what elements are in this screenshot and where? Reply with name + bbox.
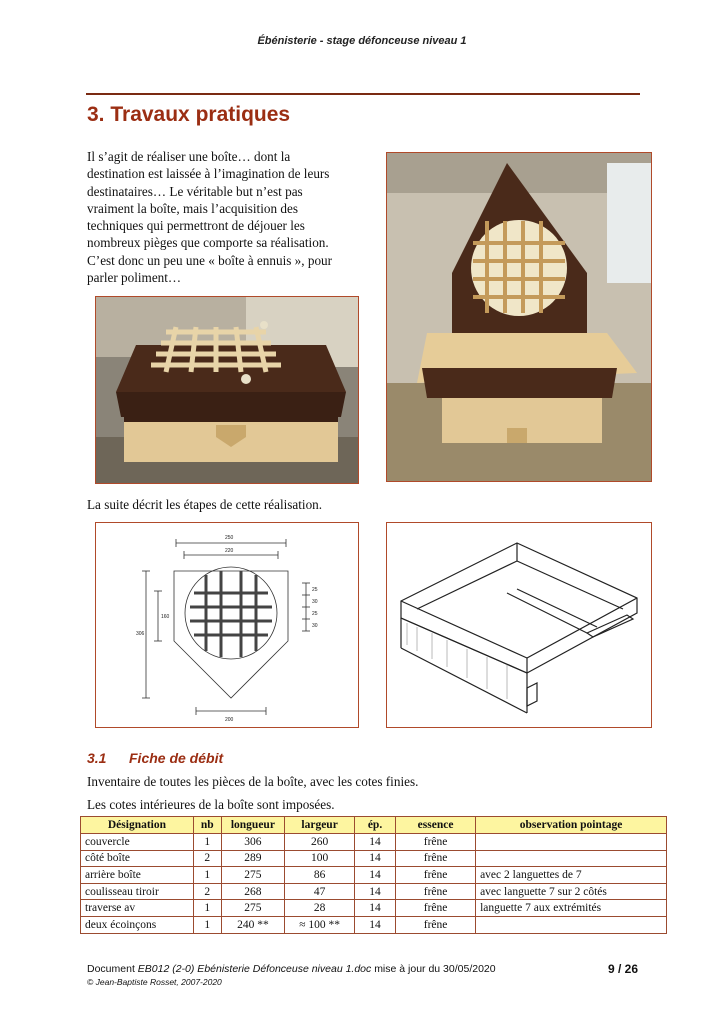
cell-observation (476, 916, 667, 933)
table-row (81, 916, 667, 933)
cell-observation: avec 2 languettes de 7 (476, 867, 667, 884)
cell-observation (476, 850, 667, 867)
cell-observation: avec languette 7 sur 2 côtés (476, 883, 667, 900)
intro-line: Il s’agit de réaliser une boîte… dont la (87, 149, 291, 164)
intro-line: C’est donc un peu une « boîte à ennuis », pour (87, 252, 333, 268)
cell-length: 268 (221, 883, 285, 900)
dim-right: 25 (312, 611, 318, 617)
column-header: largeur (285, 817, 355, 834)
cell-width: 28 (285, 900, 355, 917)
intro-line: parler poliment… (87, 270, 182, 286)
footer-document-info (87, 963, 496, 975)
page-header: Ébénisterie - stage défonceuse niveau 1 (257, 35, 467, 47)
cell-nb: 1 (193, 900, 221, 917)
intro-line: techniques qui permettront de déjouer les (87, 218, 305, 234)
intro-line: destination est laissée à l’imagination de leurs (87, 166, 330, 182)
intro-line: vraiment la boîte, mais l’acquisition des (87, 200, 298, 216)
box-frame-sketch (386, 522, 652, 728)
table-row (81, 883, 667, 900)
photo-closed-box (95, 296, 359, 484)
dimensions-note: Les cotes intérieures de la boîte sont imposées. (87, 797, 335, 812)
section-number: 3.1 (87, 750, 107, 766)
cell-designation: traverse av (81, 900, 194, 917)
table-row (81, 867, 667, 884)
cell-nb: 1 (193, 867, 221, 884)
cell-nb: 1 (193, 916, 221, 933)
table-header-row (81, 817, 667, 834)
dim-left-inner: 160 (161, 614, 170, 620)
cell-width: 260 (285, 834, 355, 851)
footer-update: mise à jour du 30/05/2020 (374, 963, 496, 975)
dim-right: 30 (312, 599, 318, 605)
cell-width: 47 (285, 883, 355, 900)
cell-essence: frêne (396, 900, 476, 917)
cell-essence: frêne (396, 916, 476, 933)
page-title: 3. Travaux pratiques (87, 103, 291, 126)
footer-copyright: © Jean-Baptiste Rosset, 2007-2020 (87, 977, 222, 987)
header-rule (86, 93, 640, 95)
intro-paragraph (87, 148, 377, 286)
cell-thickness: 14 (354, 883, 395, 900)
cutting-list-table (80, 816, 667, 934)
page-number: 9 / 26 (607, 962, 638, 976)
cell-length: 240 ** (221, 916, 285, 933)
cell-designation: arrière boîte (81, 867, 194, 884)
cell-observation: languette 7 aux extrémités (476, 900, 667, 917)
intro-line: destinataires… Le véritable but n’est pas (87, 183, 303, 199)
cell-thickness: 14 (354, 867, 395, 884)
cell-designation: couvercle (81, 834, 194, 851)
column-header: observation pointage (476, 817, 667, 834)
table-row (81, 834, 667, 851)
table-row (81, 900, 667, 917)
cell-designation: côté boîte (81, 850, 194, 867)
dim-top-inner: 220 (225, 548, 234, 554)
photo-open-box (386, 152, 652, 482)
section-title: Fiche de débit (129, 750, 224, 766)
cell-thickness: 14 (354, 834, 395, 851)
cell-nb: 1 (193, 834, 221, 851)
cell-nb: 2 (193, 850, 221, 867)
column-header: longueur (221, 817, 285, 834)
inventory-paragraph: Inventaire de toutes les pièces de la boîte, avec les cotes finies. (87, 774, 419, 789)
dim-top-outer: 250 (225, 535, 234, 541)
table-row (81, 850, 667, 867)
cell-nb: 2 (193, 883, 221, 900)
dim-right: 25 (312, 587, 318, 593)
cell-length: 306 (221, 834, 285, 851)
cell-thickness: 14 (354, 916, 395, 933)
cell-observation (476, 834, 667, 851)
cell-thickness: 14 (354, 850, 395, 867)
footer-doc-label: Document (87, 963, 135, 975)
cell-width: 100 (285, 850, 355, 867)
column-header: ép. (354, 817, 395, 834)
cell-designation: deux écoinçons (81, 916, 194, 933)
cell-essence: frêne (396, 867, 476, 884)
section-heading (87, 750, 223, 766)
column-header: nb (193, 817, 221, 834)
column-header: essence (396, 817, 476, 834)
dim-bottom: 200 (225, 717, 234, 723)
cell-thickness: 14 (354, 900, 395, 917)
cell-essence: frêne (396, 883, 476, 900)
lid-technical-drawing (95, 522, 359, 728)
footer-doc-name: EB012 (2-0) Ebénisterie Défonceuse niveau 1.doc (137, 963, 372, 975)
intro-line: nombreux pièges que comporte sa réalisation. (87, 235, 329, 251)
cell-length: 275 (221, 900, 285, 917)
cell-width: ≈ 100 ** (285, 916, 355, 933)
cell-length: 275 (221, 867, 285, 884)
column-header: Désignation (81, 817, 194, 834)
cell-designation: coulisseau tiroir (81, 883, 194, 900)
cell-essence: frêne (396, 850, 476, 867)
dim-right: 30 (312, 623, 318, 629)
dim-left-height: 306 (136, 631, 145, 637)
cell-essence: frêne (396, 834, 476, 851)
cell-length: 289 (221, 850, 285, 867)
suite-paragraph: La suite décrit les étapes de cette réalisation. (87, 497, 323, 512)
cell-width: 86 (285, 867, 355, 884)
